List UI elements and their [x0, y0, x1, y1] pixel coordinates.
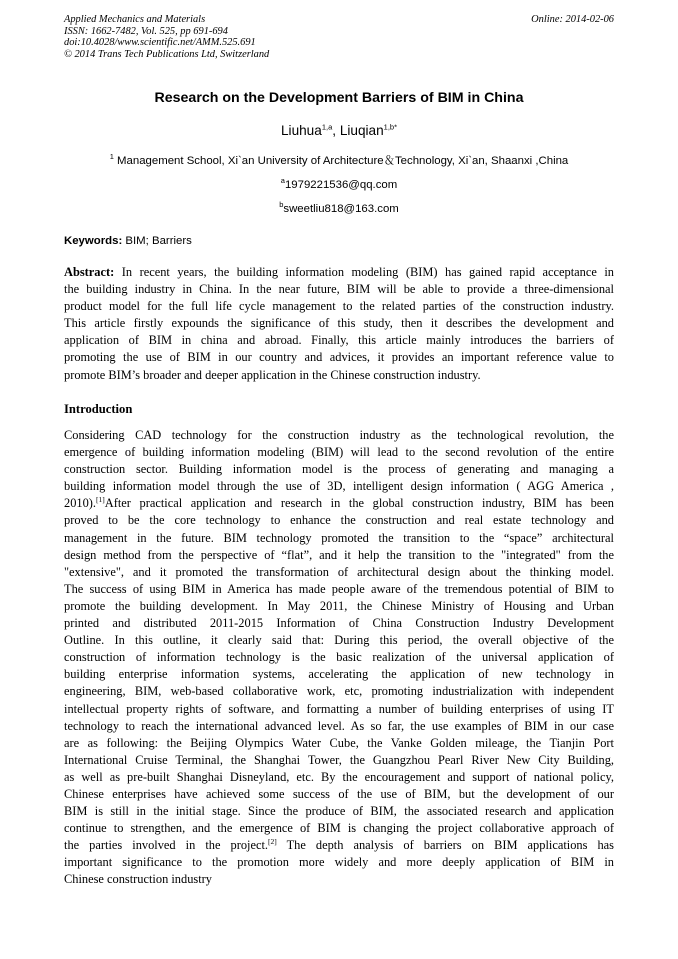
email-1 — [0, 176, 678, 191]
author-1: Liuhua — [280, 123, 322, 138]
introduction-line: International Cruise Terminal, the Shanghai Tower, the Guangzhou Pearl River New City Building, — [64, 752, 614, 767]
abstract-line: promoting the use of BIM in our country and advices, it provides an important reference value to — [64, 350, 614, 365]
introduction-line: Considering CAD technology for the construction industry as the technological revolution, the — [64, 428, 614, 442]
introduction-line: BIM is still in the initial stage. Since the produce of BIM, the associated research and application — [64, 804, 614, 819]
abstract-paragraph — [64, 264, 614, 384]
journal-name: Applied Mechanics and Materials — [64, 14, 206, 25]
introduction-line: proved to be the core technology to enhance the construction and real estate technology and — [64, 513, 614, 528]
online-date: Online: 2014-02-06 — [531, 14, 614, 25]
abstract-label: Abstract: — [64, 265, 115, 279]
introduction-line: continue to strengthen, and the emergence of BIM is changing the project collaborative approach of — [64, 821, 614, 836]
author-sep: , — [332, 123, 340, 138]
introduction-line: printed and distributed 2011-2015 Information of China Construction Industry Development — [64, 616, 614, 631]
introduction-line: Chinese construction industry — [64, 872, 212, 887]
introduction-line: engineering, BIM, web-based collaborative work, etc, promoting industrialization with independent — [64, 684, 614, 699]
author-2: Liuqian — [339, 123, 384, 138]
email-2-sup: b — [279, 200, 284, 210]
section-heading-introduction: Introduction — [64, 402, 133, 416]
author-2-sup: 1,b* — [383, 122, 398, 132]
author-line — [0, 123, 678, 138]
introduction-line: as well as pre-built Shanghai Disneyland, etc. By the encouragement and support of national policy, — [64, 769, 614, 784]
abstract-line: application of BIM in china and abroad. Finally, this article mainly introduces the barriers of — [64, 333, 614, 348]
email-2-address[interactable]: sweetliu818@163.com — [283, 203, 399, 215]
affiliation-text: Management School, Xi`an University of Architecture＆Technology, Xi`an, Shaanxi ,China — [113, 155, 569, 167]
introduction-line: design method from the perspective of “flat”, and it help the transition to the "integrated" from the — [64, 547, 614, 562]
introduction-line: intellectual property rights of software, and formatting a number of building enterprises of using IT — [64, 701, 614, 716]
journal-header — [64, 14, 269, 60]
introduction-line: Outline. In this outline, it clearly said that: During this period, the overall objective of the — [64, 633, 614, 648]
keywords-value: BIM; Barriers — [122, 235, 192, 247]
citation-ref[interactable]: [2] — [268, 837, 277, 847]
introduction-paragraph — [64, 427, 614, 889]
introduction-line: building information model through the use of 3D, intelligent design information ( AGG America , — [64, 479, 614, 494]
paper-title: Research on the Development Barriers of BIM in China — [154, 90, 524, 106]
email-1-address[interactable]: 1979221536@qq.com — [284, 179, 398, 191]
introduction-line: The success of using BIM in America has made people aware of the tremendous potential of BIM to — [64, 581, 614, 596]
introduction-line: construction sector. Building information model is the process of generating and managing a — [64, 462, 614, 477]
introduction-line: important significance to the promotion more widely and more deeply application of BIM in — [64, 855, 614, 870]
introduction-line: are as following: the Beijing Olympics Water Cube, the Vanke Golden mileage, the Tianjin Port — [64, 735, 614, 750]
abstract-line: Abstract: In recent years, the building information modeling (BIM) has gained rapid acceptance in — [64, 265, 614, 279]
abstract-line: This article firstly expounds the significance of this study, then it describes the development and — [64, 316, 614, 331]
introduction-line: the parties involved in the project.[2] The depth analysis of barriers on BIM applications has — [64, 837, 614, 853]
keywords-label: Keywords: — [64, 235, 123, 247]
introduction-line: "extensive", and it promoted the transformation of architectural design about the thinking model. — [64, 564, 614, 579]
abstract-line: product model for the full life cycle management to the related parties of the construction industry. — [64, 299, 614, 314]
author-1-sup: 1,a — [321, 122, 333, 132]
abstract-line: the building industry in China. In the near future, BIM will be able to provide a three-dimensional — [64, 282, 614, 297]
email-1-sup: a — [280, 176, 285, 186]
introduction-line: 2010).[1]After practical application and research in the global construction industry, BIM has been — [64, 495, 614, 511]
affiliation-sup: 1 — [109, 152, 114, 162]
introduction-line: management in the future. BIM technology promoted the transition to the “space” architectural — [64, 530, 614, 545]
affiliation — [0, 152, 678, 168]
citation-ref[interactable]: [1] — [96, 495, 105, 505]
introduction-line: construction of information technology is the basic realization of the universal application of — [64, 650, 614, 665]
email-2 — [0, 200, 678, 215]
introduction-line: Chinese enterprises have achieved some success of the use of BIM, but the development of our — [64, 786, 614, 801]
abstract-line: promote BIM’s broader and deeper application in the Chinese construction industry. — [64, 367, 481, 382]
copyright-line: © 2014 Trans Tech Publications Ltd, Switzerland — [64, 48, 270, 60]
introduction-line: technology to reach the international advanced level. As so far, the use examples of BIM in our case — [64, 718, 614, 733]
introduction-line: promote the building development. In May 2011, the Chinese Ministry of Housing and Urban — [64, 598, 614, 613]
doi-line[interactable]: doi:10.4028/www.scientific.net/AMM.525.691 — [64, 37, 256, 49]
keywords — [64, 235, 192, 247]
introduction-line: emergence of building information modeling (BIM) will lead to the second revolution of the entire — [64, 445, 614, 460]
introduction-line: building enterprise information systems, accelerating the application of new technology in — [64, 667, 614, 682]
issn-line: ISSN: 1662-7482, Vol. 525, pp 691-694 — [64, 25, 228, 37]
